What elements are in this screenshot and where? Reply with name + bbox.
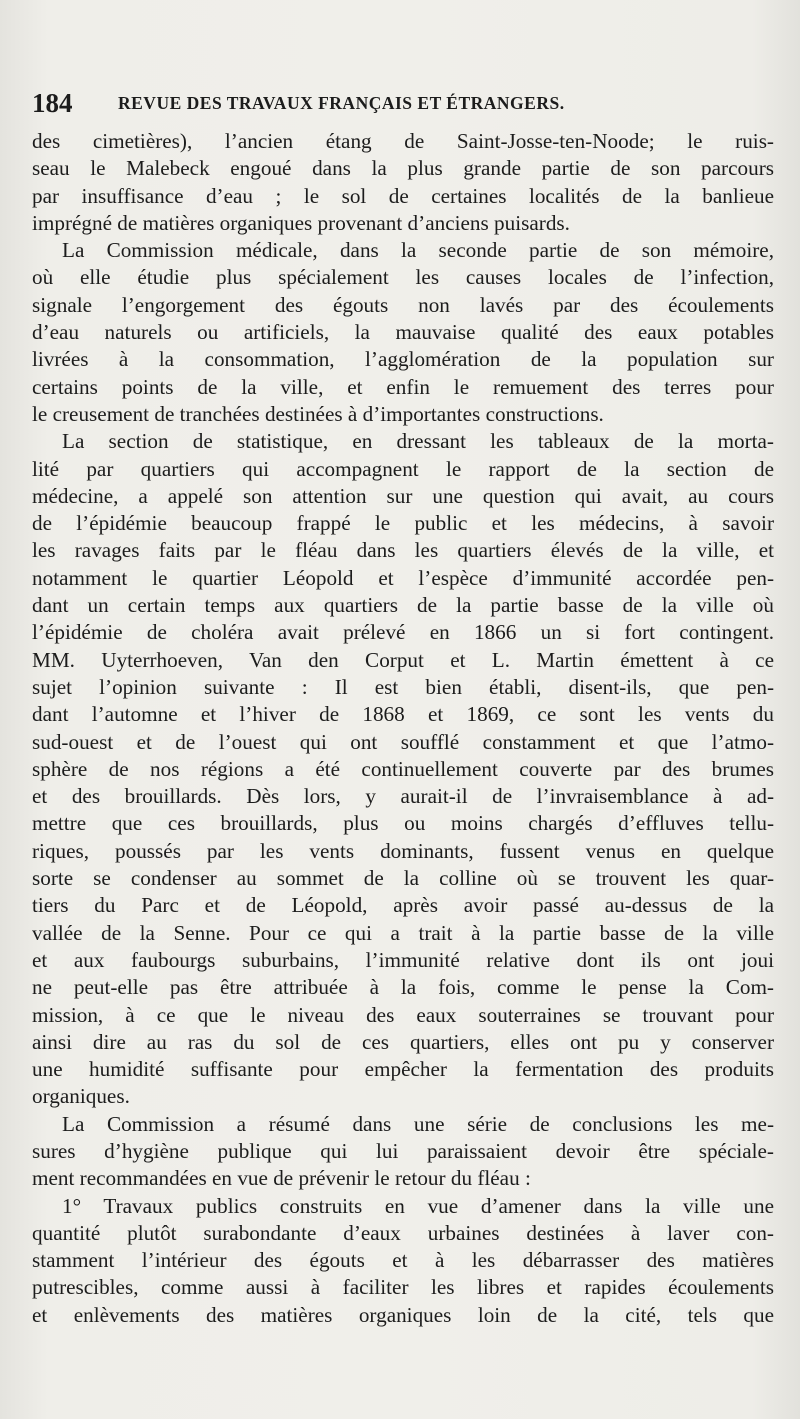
text-line: dant l’automne et l’hiver de 1868 et 1869, ce sont les vents du (32, 702, 774, 727)
text-line: ne peut-elle pas être attribuée à la fois, comme le pense la Com- (32, 975, 774, 1000)
text-line: stamment l’intérieur des égouts et à les débarrasser des matières (32, 1248, 774, 1273)
text-line: La Commission a résumé dans une série de conclusions les me- (62, 1111, 774, 1136)
text-line: sujet l’opinion suivante : Il est bien établi, disent-ils, que pen- (32, 674, 774, 699)
text-line: et aux faubourgs suburbains, l’immunité relative dont ils ont joui (32, 947, 774, 972)
text-line: médecine, a appelé son attention sur une question qui avait, au cours (32, 483, 774, 508)
text-line: le creusement de tranchées destinées à d’importantes constructions. (32, 401, 604, 426)
text-line: par insuffisance d’eau ; le sol de certaines localités de la banlieue (32, 183, 774, 208)
text-line: putrescibles, comme aussi à faciliter les libres et rapides écoulements (32, 1275, 774, 1300)
text-line: ment recommandées en vue de prévenir le retour du fléau : (32, 1166, 531, 1191)
text-line: vallée de la Senne. Pour ce qui a trait à la partie basse de la ville (32, 920, 774, 945)
text-line: d’eau naturels ou artificiels, la mauvaise qualité des eaux potables (32, 320, 774, 345)
text-line: quantité plutôt surabondante d’eaux urbaines destinées à laver con- (32, 1220, 774, 1245)
text-line: où elle étudie plus spécialement les causes locales de l’infection, (32, 265, 774, 290)
text-line: les ravages faits par le fléau dans les quartiers élevés de la ville, et (32, 538, 774, 563)
text-line: lité par quartiers qui accompagnent le rapport de la section de (32, 456, 774, 481)
text-line: sures d’hygiène publique qui lui paraissaient devoir être spéciale- (32, 1138, 774, 1163)
text-line: seau le Malebeck engoué dans la plus grande partie de son parcours (32, 156, 774, 181)
text-line: La section de statistique, en dressant les tableaux de la morta- (62, 429, 774, 454)
text-line: mettre que ces brouillards, plus ou moins chargés d’effluves tellu- (32, 811, 774, 836)
text-line: l’épidémie de choléra avait prélevé en 1866 un si fort contingent. (32, 620, 774, 645)
text-line: riques, poussés par les vents dominants, fussent venus en quelque (32, 838, 774, 863)
text-line: et des brouillards. Dès lors, y aurait-il de l’invraisemblance à ad- (32, 784, 774, 809)
text-line: certains points de la ville, et enfin le remuement des terres pour (32, 374, 774, 399)
text-line: de l’épidémie beaucoup frappé le public et les médecins, à savoir (32, 511, 774, 536)
text-line: ainsi dire au ras du sol de ces quartiers, elles ont pu y conserver (32, 1029, 774, 1054)
running-title: REVUE DES TRAVAUX FRANÇAIS ET ÉTRANGERS. (118, 93, 565, 113)
text-line: une humidité suffisante pour empêcher la fermentation des produits (32, 1057, 774, 1082)
text-line: sud-ouest et de l’ouest qui ont soufflé constamment et que l’atmo- (32, 729, 774, 754)
text-line: La Commission médicale, dans la seconde partie de son mémoire, (62, 238, 774, 263)
text-line: sorte se condenser au sommet de la colline où se trouvent les quar- (32, 866, 774, 891)
text-line: mission, à ce que le niveau des eaux souterraines se trouvant pour (32, 1002, 774, 1027)
text-line: notamment le quartier Léopold et l’espèce d’immunité accordée pen- (32, 565, 774, 590)
text-line: livrées à la consommation, l’agglomération de la population sur (32, 347, 774, 372)
text-line: des cimetières), l’ancien étang de Saint-Josse-ten-Noode; le ruis- (32, 129, 774, 153)
text-line: signale l’engorgement des égouts non lavés par des écoulements (32, 292, 774, 317)
text-line: dant un certain temps aux quartiers de la partie basse de la ville où (32, 593, 774, 618)
text-line: tiers du Parc et de Léopold, après avoir passé au-dessus de la (32, 893, 774, 918)
text-line: 1° Travaux publics construits en vue d’amener dans la ville une (62, 1193, 774, 1218)
page-header (32, 88, 772, 120)
body-text (32, 128, 774, 1329)
text-line: sphère de nos régions a été continuellement couverte par des brumes (32, 756, 774, 781)
text-line: MM. Uyterrhoeven, Van den Corput et L. Martin émettent à ce (32, 647, 774, 672)
page-number: 184 (32, 88, 73, 118)
text-line: imprégné de matières organiques provenant d’anciens puisards. (32, 210, 570, 235)
text-line: organiques. (32, 1084, 130, 1109)
text-line: et enlèvements des matières organiques loin de la cité, tels que (32, 1302, 774, 1327)
